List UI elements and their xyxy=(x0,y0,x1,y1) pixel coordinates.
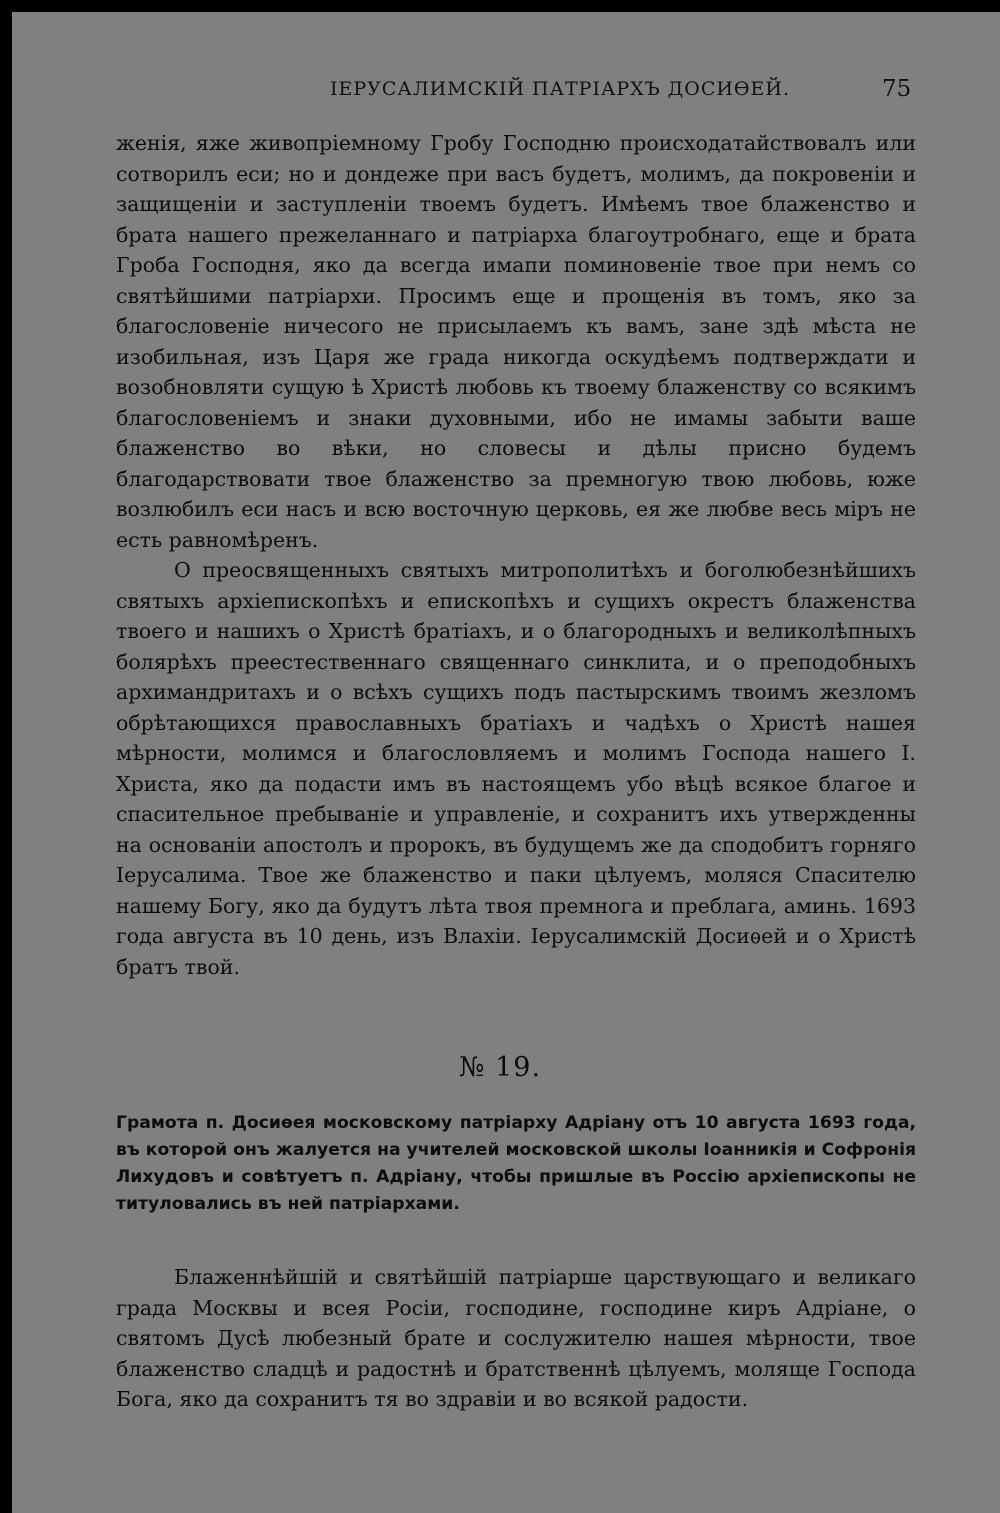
page-number: 75 xyxy=(882,76,912,102)
letter-text xyxy=(116,1262,916,1415)
paragraph-continued: женія, яже живопріемному Гробу Господню происходатайствовалъ или сотворилъ еси; но и дондеже при васъ будетъ, молимъ, да покровеніи и защищеніи и заступленіи твоемъ будетъ. Имѣемъ твое блаженство и брата нашего прежеланнаго и патріарха благоутробнаго, еще и брата Гроба Господня, яко да всегда имапи поминовеніе твое при немъ со святѣйшими патріархи. Просимъ еще и прощенія въ томъ, яко за благословеніе ничесого не присылаемъ къ вамъ, зане здѣ мѣста не изобильная, изъ Царя же града никогда оскудѣемъ подтверждати и возобновляти сущую ѣ Христѣ любовь къ твоему блаженству со всякимъ благословеніемъ и знаки духовными, ибо не имамы забыти ваше блаженство во вѣки, но словесы и дѣлы присно будемъ благодарствовати твое блаженство за премногую твою любовь, юже возлюбилъ еси насъ и всю восточную церковь, ея же любве весь міръ не есть равномѣренъ. xyxy=(116,131,916,552)
running-head xyxy=(0,66,1000,106)
document-number: № 19. xyxy=(458,1052,542,1083)
document-heading: Грамота п. Досиѳея московскому патріарху Адріану отъ 10 августа 1693 года, въ которой онъ жалуется на учителей московской школы Іоанникія и Софронія Лихудовъ и совѣтуетъ п. Адріану, чтобы пришлые въ Россію архіепископы не титуловались въ ней патріархами. xyxy=(116,1113,916,1214)
paragraph: О преосвященныхъ святыхъ митрополитѣхъ и боголюбезнѣйшихъ святыхъ архіепископѣхъ и епископѣхъ и сущихъ окрестъ блаженства твоего и нашихъ о Христѣ братіахъ, и о благородныхъ и великолѣпныхъ болярѣхъ преестественнаго священнаго синклита, и о преподобныхъ архимандритахъ и о всѣхъ сущихъ подъ пастырскимъ твоимъ жезломъ обрѣтающихся православныхъ братіахъ и чадѣхъ о Христѣ нашея мѣрности, молимся и благословляемъ и молимъ Господа нашего І. Христа, яко да подасти имъ въ настоящемъ убо вѣцѣ всякое благое и спасительное пребываніе и управленіе, и сохранитъ ихъ утвержденны на основаніи апостолъ и пророкъ, въ будущемъ же да сподобитъ горняго Іерусалима. Твое же блаженство и паки цѣлуемъ, моляся Спасителю нашему Богу, яко да будутъ лѣта твоя премнога и преблага, аминь. 1693 года августа въ 10 день, изъ Влахіи. Іерусалимскій Досиѳей и о Христѣ братъ твой. xyxy=(116,558,916,979)
running-title: ІЕРУСАЛИМСКІЙ ПАТРІАРХЪ ДОСИѲЕЙ. xyxy=(330,78,790,100)
letter-opening: Блаженнѣйшій и святѣйшій патріарше царствующаго и великаго града Москвы и всея Росіи, господине, господине киръ Адріане, о святомъ Дусѣ любезный брате и сослужителю нашея мѣрности, твое блаженство сладцѣ и радостнѣ и братственнѣ цѣлуемъ, моляще Господа Бога, яко да сохранитъ тя во здравіи и во всякой радости. xyxy=(116,1265,916,1411)
main-text xyxy=(116,128,916,982)
